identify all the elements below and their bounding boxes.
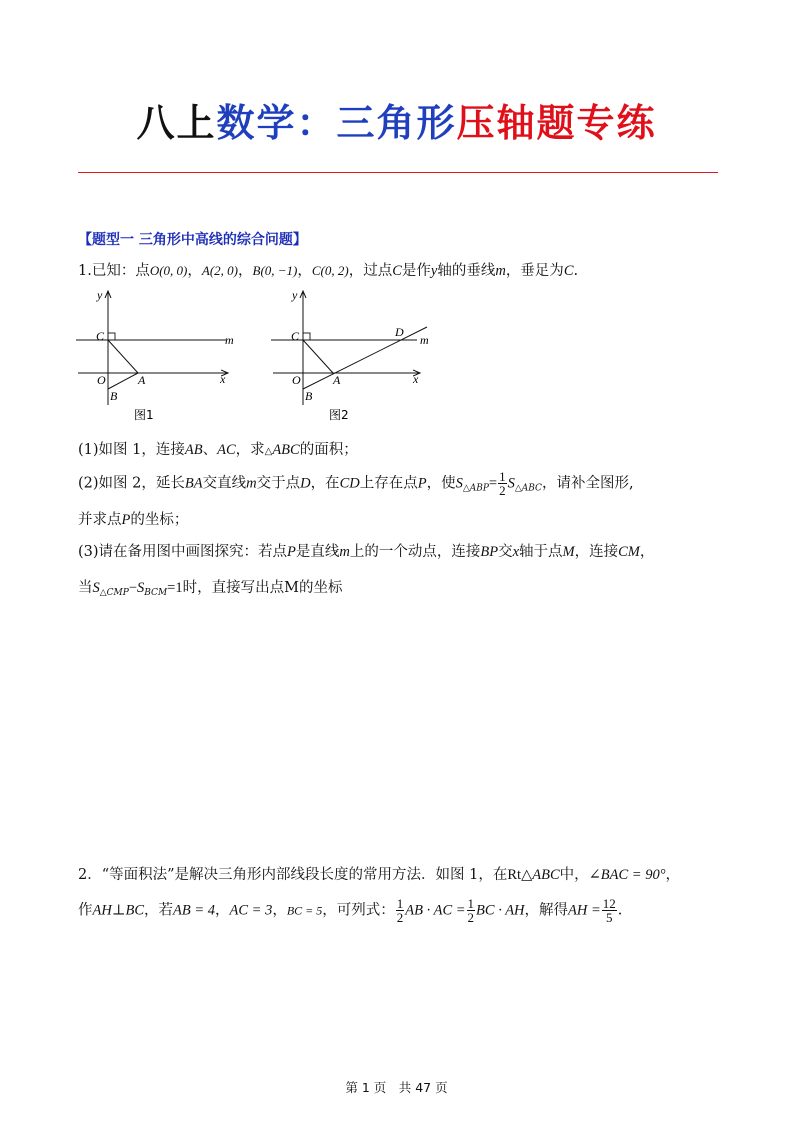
angle-bac: ∠BAC = 90°	[588, 867, 666, 883]
text: ，	[272, 902, 287, 919]
label-c: C	[96, 329, 105, 343]
point-m: M	[562, 544, 575, 560]
seg-cm: CM	[618, 544, 640, 560]
text: ，解得	[524, 902, 569, 919]
minus: −	[128, 580, 138, 596]
label-y: y	[97, 288, 103, 302]
numerator: 1	[396, 896, 404, 911]
fraction-half-2	[467, 897, 476, 924]
ah-eq: AH =	[568, 902, 601, 919]
q1-part-1	[78, 438, 358, 459]
right-angle-mark	[108, 333, 115, 340]
text: 交于点	[256, 475, 301, 492]
label-o: O	[292, 373, 301, 387]
var-y: y	[430, 263, 438, 279]
text: 当	[78, 580, 93, 596]
label-o: O	[97, 373, 106, 387]
text: 作	[78, 902, 93, 919]
label-d: D	[395, 325, 404, 339]
title-part-3: 压轴题专练	[456, 101, 657, 145]
title-divider	[78, 172, 718, 173]
q1-part-2	[78, 470, 634, 497]
text: 、	[202, 442, 218, 458]
tri-abc: ABC	[532, 867, 560, 883]
denominator: 2	[396, 910, 404, 925]
document-title	[0, 92, 793, 147]
text: 时，直接写出点M的坐标	[182, 580, 343, 596]
denominator: 5	[606, 910, 613, 925]
text: (2)如图 2，延长	[78, 475, 185, 492]
q2-statement-cont	[78, 897, 622, 924]
s-symbol: S	[137, 580, 145, 596]
text: 的面积；	[299, 442, 358, 458]
q1-statement	[78, 259, 578, 280]
label-m: m	[420, 333, 429, 347]
q1-part-3	[78, 540, 654, 561]
segment-ca	[303, 340, 333, 373]
segment-ba	[108, 373, 138, 389]
text: ，	[665, 867, 681, 883]
triangle-symbol: △	[264, 446, 273, 457]
figure-1	[70, 283, 250, 428]
var-c: C	[392, 263, 402, 279]
page-footer: 第 1 页 共 47 页	[345, 1080, 448, 1095]
title-part-2: 数学：三角形	[216, 101, 457, 145]
text: ，	[639, 544, 655, 560]
label-b: B	[110, 389, 118, 403]
text: (3)请在备用图中画图探究：若点	[78, 544, 288, 560]
sub-abp: △ABP	[462, 483, 489, 494]
fraction-half-1	[396, 897, 405, 924]
text: (1)如图 1，连接	[78, 442, 185, 458]
numerator: 12	[602, 896, 616, 911]
denominator: 2	[499, 483, 506, 498]
bc-ah: BC · AH	[476, 902, 525, 919]
text: ，	[215, 902, 230, 919]
text: ，使	[426, 475, 456, 492]
text: 轴于点	[519, 544, 563, 560]
text: ，在	[310, 475, 340, 492]
text: ，可列式：	[322, 902, 395, 919]
var-m: m	[339, 544, 350, 560]
label-a: A	[333, 373, 341, 387]
seg-ba: BA	[184, 475, 203, 492]
q1-part-3-cont	[78, 576, 342, 598]
q1-text: ，垂足为	[505, 263, 564, 279]
text: 上存在点	[359, 475, 418, 492]
point-d: D	[300, 475, 311, 492]
var-m: m	[495, 263, 506, 279]
figure-2	[265, 283, 445, 428]
point-p: P	[417, 475, 427, 492]
text: ，请补全图形,	[541, 475, 634, 492]
label-m: m	[225, 333, 234, 347]
figure-1-caption: 图1	[134, 408, 154, 422]
text: 中，	[559, 867, 589, 883]
seg-bc: BC	[125, 902, 145, 919]
perp-symbol: ⊥	[111, 902, 126, 919]
tri-abc: ABC	[272, 442, 300, 458]
s-symbol: S	[92, 580, 100, 596]
sep: ，	[297, 263, 312, 279]
q1-text: ，过点	[348, 263, 393, 279]
text: ，	[574, 544, 590, 560]
seg-ab: AB	[184, 442, 203, 458]
var-x: x	[512, 544, 520, 560]
point-c: C(0, 2)	[311, 263, 349, 278]
q1-part-2-cont	[78, 508, 188, 529]
section-heading: 【题型一 三角形中高线的综合问题】	[78, 232, 307, 248]
sep: ，	[238, 263, 253, 279]
q1-text: 是作	[401, 263, 431, 279]
right-angle-mark	[303, 333, 310, 340]
rt: Rt	[507, 867, 522, 883]
text: ，若	[144, 902, 174, 919]
text: 交直线	[202, 475, 247, 492]
point-a: A(2, 0)	[201, 263, 238, 278]
text: .	[617, 902, 623, 919]
q1-text: .	[573, 263, 579, 279]
text: 连接	[589, 544, 619, 560]
sub-cmp: △CMP	[99, 588, 129, 598]
s-symbol: S	[455, 475, 463, 492]
seg-ac: AC	[217, 442, 236, 458]
ab-ac: AB · AC =	[405, 902, 466, 919]
var-c: C	[563, 263, 574, 279]
ac-value: AC = 3	[229, 902, 273, 919]
text: 上的一个动点，连接	[349, 544, 481, 560]
numerator: 1	[467, 896, 475, 911]
text: 交	[498, 544, 513, 560]
sub-bcm: BCM	[144, 588, 168, 598]
label-c: C	[291, 329, 300, 343]
q1-text: 1.已知：点	[78, 263, 150, 279]
sep: ，	[187, 263, 202, 279]
text: ，求	[235, 442, 265, 458]
figure-2-caption: 图2	[329, 408, 349, 422]
seg-ah: AH	[92, 902, 112, 919]
seg-cd: CD	[339, 475, 360, 492]
equals-one: =1	[167, 580, 183, 596]
q1-text: 轴的垂线	[437, 263, 496, 279]
fraction-12-5	[602, 897, 617, 924]
denominator: 2	[467, 910, 475, 925]
text: 的坐标；	[130, 512, 189, 528]
numerator: 1	[499, 469, 506, 484]
point-p: P	[287, 544, 296, 560]
text: 2．“等面积法”是解决三角形内部线段长度的常用方法．如图 1，在	[78, 867, 508, 883]
label-y: y	[292, 288, 298, 302]
ab-value: AB = 4	[173, 902, 216, 919]
var-m: m	[246, 475, 257, 492]
fraction-half	[498, 470, 507, 497]
point-p: P	[121, 512, 131, 528]
line-bad	[303, 327, 427, 389]
equals: =	[488, 475, 498, 492]
q2-statement	[78, 863, 680, 884]
bc-value: BC = 5	[286, 903, 323, 918]
label-b: B	[305, 389, 313, 403]
segment-ca	[108, 340, 138, 373]
s-symbol: S	[507, 475, 515, 492]
seg-bp: BP	[480, 544, 499, 560]
sub-abc: △ABC	[514, 483, 542, 494]
text: 并求点	[78, 512, 122, 528]
label-x: x	[413, 372, 419, 386]
point-o: O(0, 0)	[149, 263, 188, 278]
title-part-1: 八上	[136, 101, 217, 145]
triangle-symbol: △	[521, 867, 533, 883]
label-a: A	[138, 373, 146, 387]
text: 是直线	[295, 544, 340, 560]
label-x: x	[220, 372, 226, 386]
point-b: B(0, −1)	[252, 263, 298, 278]
